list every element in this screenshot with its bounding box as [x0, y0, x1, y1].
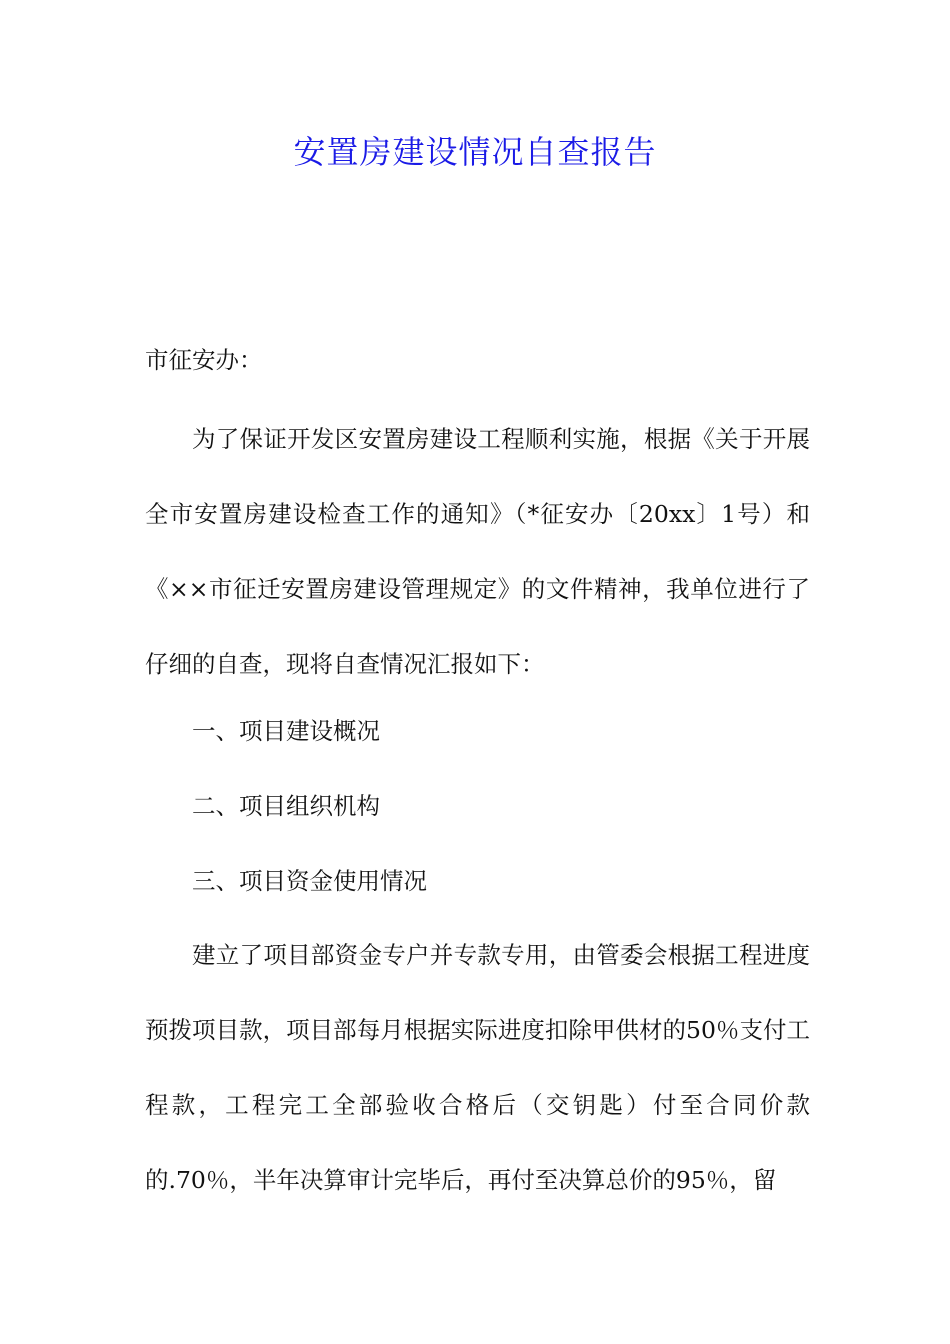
section-heading-1: 一、项目建设概况	[192, 717, 380, 745]
document-title: 安置房建设情况自查报告	[293, 133, 657, 171]
section-heading-3: 三、项目资金使用情况	[192, 867, 427, 895]
paragraph-funds: 建立了项目部资金专户并专款专用，由管委会根据工程进度预拨项目款，项目部每月根据实际进度扣除甲供材的50％支付工程款，工程完工全部验收合格后（交钥匙）付至合同价款的.70％，半年决算审计完毕后，再付至决算总价的95％，留	[145, 941, 810, 1194]
salutation: 市征安办：	[145, 346, 263, 374]
paragraph-intro: 为了保证开发区安置房建设工程顺利实施，根据《关于开展全市安置房建设检查工作的通知》（*征安办〔20xx〕1号）和《××市征迁安置房建设管理规定》的文件精神，我单位进行了仔细的自查，现将自查情况汇报如下：	[145, 425, 810, 678]
section-heading-2: 二、项目组织机构	[192, 792, 380, 820]
